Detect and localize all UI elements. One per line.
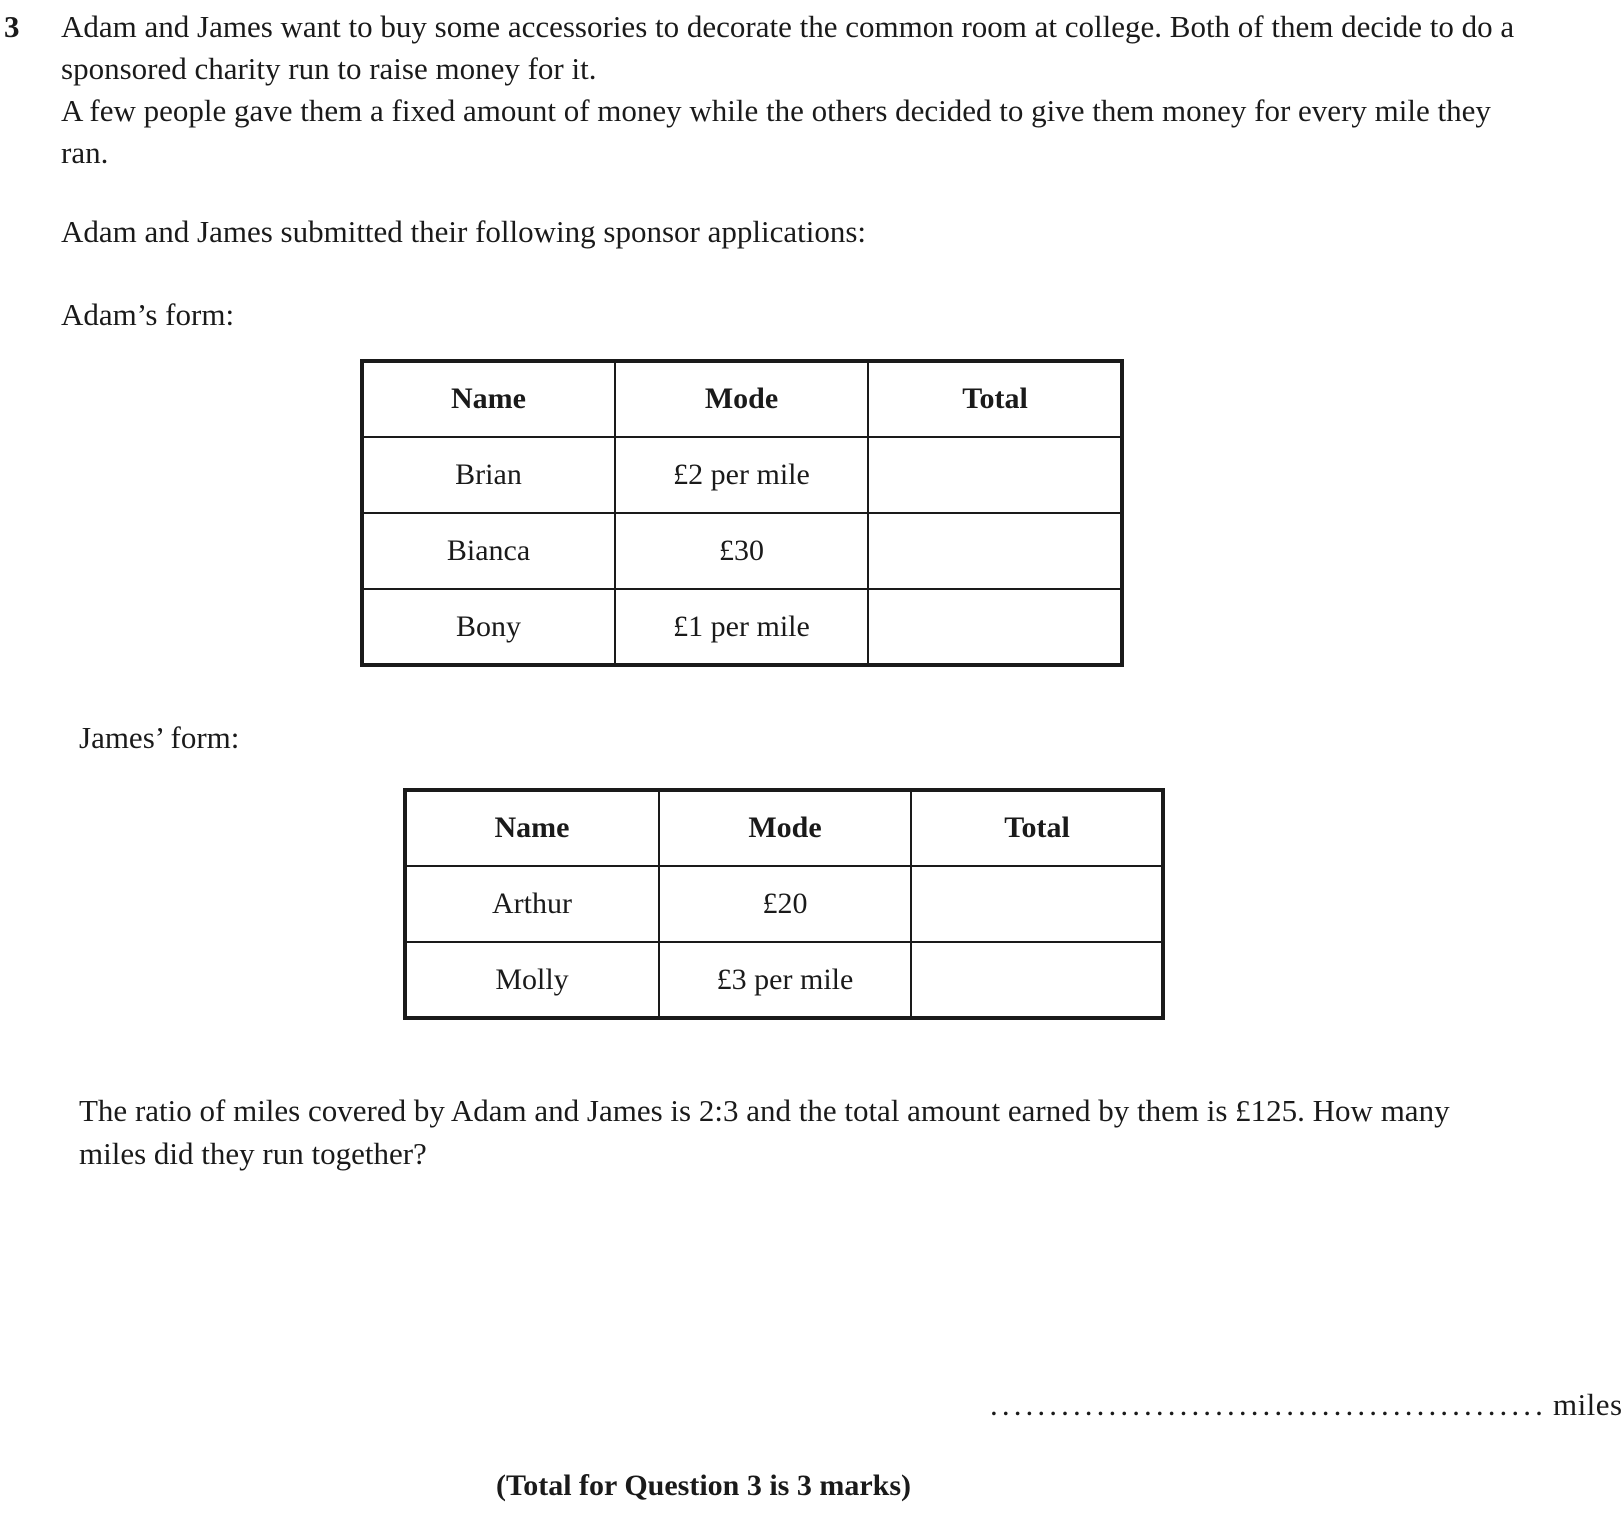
cell-name: Molly bbox=[405, 942, 660, 1019]
cell-name: Bianca bbox=[362, 513, 616, 589]
table-row bbox=[362, 589, 1123, 666]
column-header-mode: Mode bbox=[615, 361, 868, 438]
cell-name: Brian bbox=[362, 437, 616, 513]
adam-sponsor-table bbox=[360, 359, 1124, 667]
adam-form-label: Adam’s form: bbox=[61, 297, 235, 332]
intro-paragraph-1: Adam and James want to buy some accessories to decorate the common room at college. Both of them decide to do a sponsored charity run to raise money for it. bbox=[61, 9, 1515, 86]
cell-mode: £20 bbox=[659, 866, 911, 942]
column-header-name: Name bbox=[405, 790, 660, 867]
question-number: 3 bbox=[4, 9, 20, 44]
closing-paragraph: The ratio of miles covered by Adam and James is 2:3 and the total amount earned by them is £125. How many miles did they run together? bbox=[79, 1093, 1450, 1171]
cell-total[interactable] bbox=[911, 942, 1164, 1019]
cell-total[interactable] bbox=[868, 437, 1123, 513]
table-row bbox=[362, 437, 1123, 513]
total-marks-footer: (Total for Question 3 is 3 marks) bbox=[495, 1469, 912, 1502]
james-form-label: James’ form: bbox=[79, 720, 240, 755]
cell-name: Bony bbox=[362, 589, 616, 666]
table-row bbox=[405, 866, 1164, 942]
answer-unit-label: miles bbox=[1552, 1387, 1623, 1422]
table-header-row bbox=[405, 790, 1164, 867]
answer-dotted-field[interactable]: ............................................... bbox=[990, 1387, 1547, 1422]
cell-mode: £2 per mile bbox=[615, 437, 868, 513]
question-intro bbox=[61, 6, 1529, 174]
cell-total[interactable] bbox=[868, 589, 1123, 666]
cell-total[interactable] bbox=[868, 513, 1123, 589]
column-header-total: Total bbox=[868, 361, 1123, 438]
james-sponsor-table bbox=[403, 788, 1165, 1020]
column-header-total: Total bbox=[911, 790, 1164, 867]
table-row bbox=[405, 942, 1164, 1019]
column-header-mode: Mode bbox=[659, 790, 911, 867]
answer-line[interactable] bbox=[990, 1385, 1623, 1425]
cell-mode: £3 per mile bbox=[659, 942, 911, 1019]
submitted-applications-line: Adam and James submitted their following sponsor applications: bbox=[61, 214, 867, 249]
intro-paragraph-2: A few people gave them a fixed amount of money while the others decided to give them money for every mile they ran. bbox=[61, 93, 1491, 170]
question-closing-text bbox=[79, 1089, 1499, 1175]
cell-name: Arthur bbox=[405, 866, 660, 942]
table-header-row bbox=[362, 361, 1123, 438]
column-header-name: Name bbox=[362, 361, 616, 438]
cell-total[interactable] bbox=[911, 866, 1164, 942]
cell-mode: £1 per mile bbox=[615, 589, 868, 666]
cell-mode: £30 bbox=[615, 513, 868, 589]
table-row bbox=[362, 513, 1123, 589]
